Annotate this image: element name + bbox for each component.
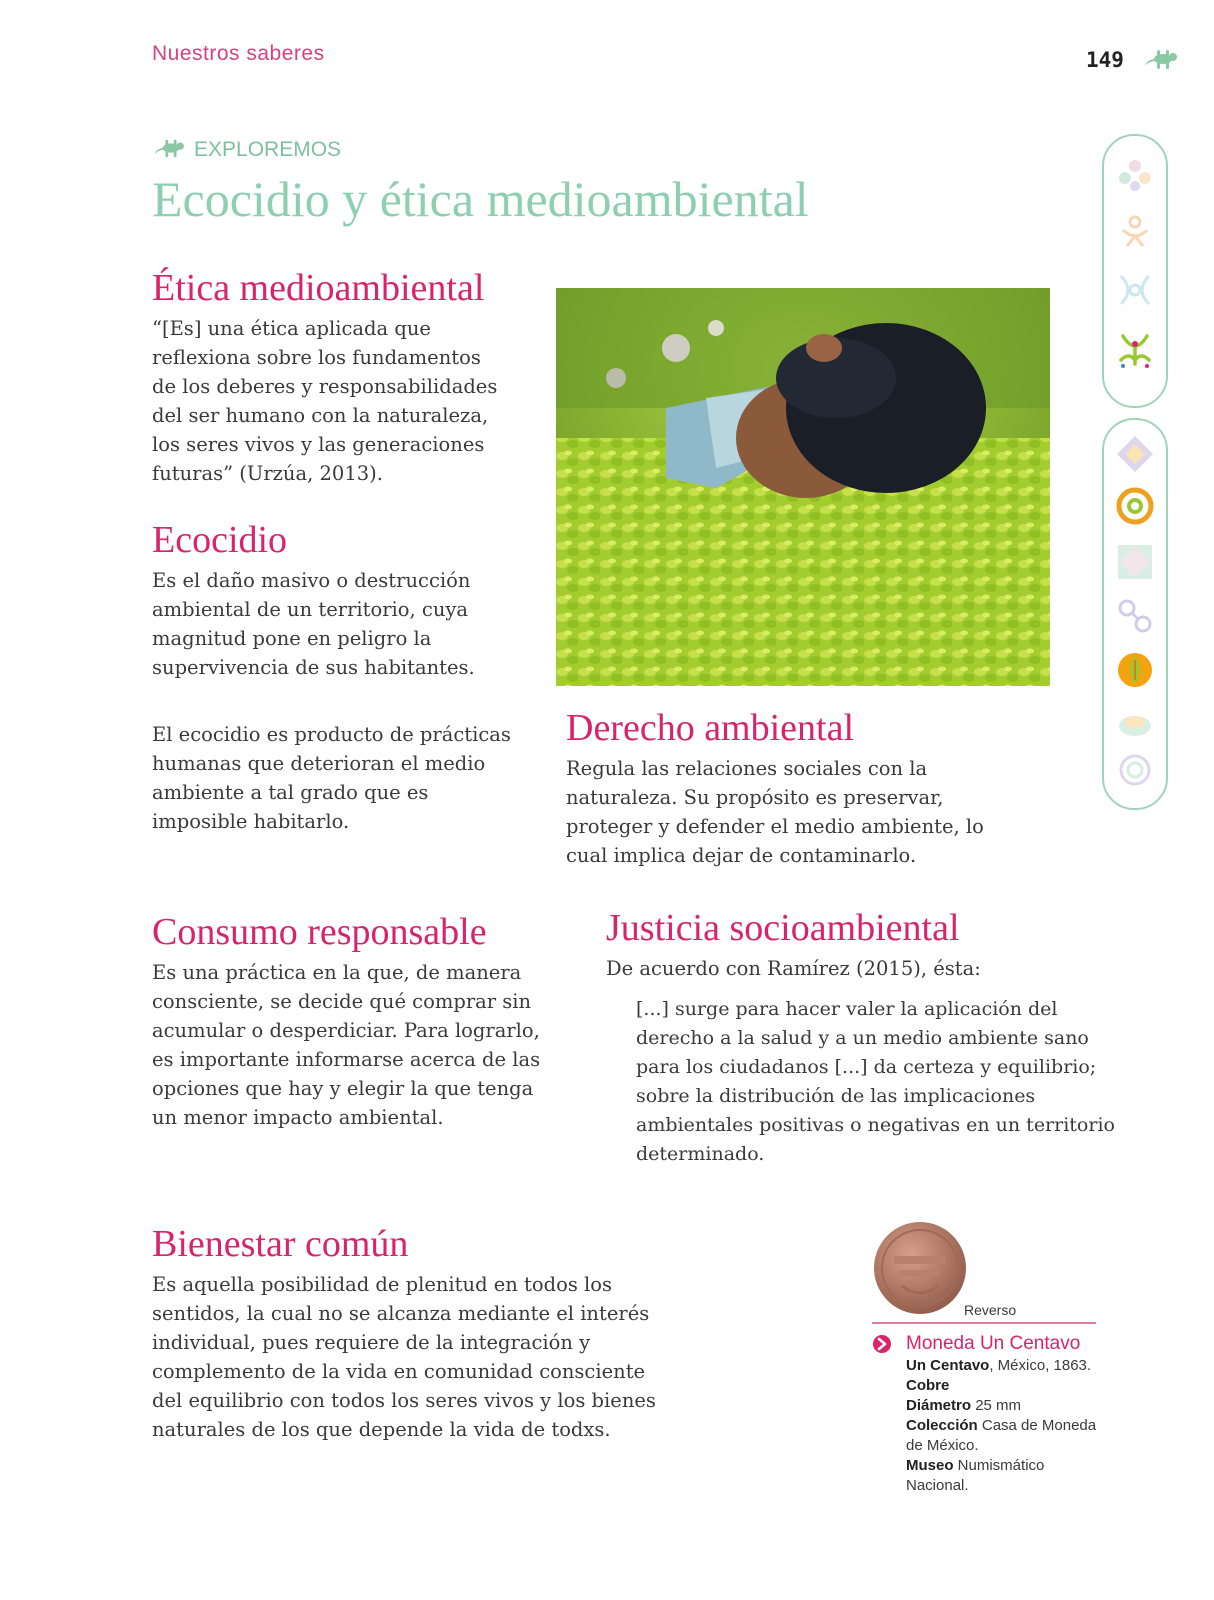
coin-caption-collection [906, 1416, 1126, 1436]
flower-icon[interactable] [1115, 156, 1155, 196]
seed-icon[interactable] [1115, 650, 1155, 690]
bienestar-heading: Bienestar común [152, 1223, 409, 1265]
justicia-block [606, 906, 1126, 1169]
coin-material: Cobre [906, 1377, 950, 1394]
coin-graphic [872, 1220, 968, 1316]
derecho-block [566, 706, 1036, 870]
consumo-line: es importante informarse acerca de las [152, 1048, 541, 1071]
coin-caption-line-1 [906, 1356, 1126, 1376]
consumo-line: acumular o desperdiciar. Para lograrlo, [152, 1019, 540, 1042]
coin-title: Moneda Un Centavo [906, 1333, 1081, 1354]
coin-name-bold: Un Centavo [906, 1357, 990, 1374]
coin-diam-value: 25 mm [971, 1397, 1022, 1414]
coin-caption-collection-2: de México. [906, 1437, 979, 1454]
coin-caption-museum-2: Nacional. [906, 1477, 969, 1494]
section-label [152, 136, 341, 162]
lizard-icon [1143, 46, 1183, 72]
dancer-icon[interactable] [1115, 212, 1155, 252]
page-title: Ecocidio y ética medioambiental [152, 171, 809, 227]
coin-side-label: Reverso [964, 1302, 1017, 1318]
diamond-icon[interactable] [1115, 434, 1155, 474]
etica-line: de los deberes y responsabilidades [152, 375, 498, 398]
coin-caption-diameter [906, 1396, 1126, 1416]
bienestar-line: sentidos, la cual no se alcanza mediante el interés [152, 1302, 650, 1325]
consumo-line: un menor impacto ambiental. [152, 1106, 444, 1129]
ecocidio-line: supervivencia de sus habitantes. [152, 656, 475, 679]
ecocidio-extra-line: El ecocidio es producto de prácticas [152, 723, 511, 746]
coin-origin: , México, 1863. [989, 1357, 1092, 1374]
ecocidio-extra-line: humanas que deterioran el medio [152, 752, 486, 775]
justicia-heading: Justicia socioambiental [606, 907, 960, 949]
ecocidio-line: Es el daño masivo o destrucción [152, 569, 471, 592]
turtle-icon[interactable] [1115, 704, 1155, 744]
coin-caption-museum [906, 1456, 1126, 1476]
figures-icon[interactable] [1115, 270, 1155, 310]
justicia-quote-line: determinado. [636, 1143, 765, 1165]
consumo-line: consciente, se decide qué comprar sin [152, 990, 532, 1013]
coin-museo-value: Numismático [953, 1457, 1045, 1474]
ecocidio-line: ambiental de un territorio, cuya [152, 598, 469, 621]
bienestar-line: del equilibrio con todos los seres vivos y los bienes [152, 1389, 656, 1412]
bienestar-line: naturales de los que depende la vida de todxs. [152, 1418, 611, 1441]
derecho-line: proteger y defender el medio ambiente, lo [566, 815, 984, 838]
page-number [1086, 46, 1183, 72]
section-label-text: EXPLOREMOS [194, 138, 342, 161]
etica-line: del ser humano con la naturaleza, [152, 404, 489, 427]
photo-boy-in-bushes [556, 288, 1050, 686]
ecocidio-block [152, 518, 532, 682]
star-box-icon[interactable] [1115, 542, 1155, 582]
derecho-heading: Derecho ambiental [566, 707, 855, 749]
bienestar-line: individual, pues requiere de la integración y [152, 1331, 591, 1354]
arrow-bullet-graphic [872, 1334, 892, 1354]
ecocidio-extra-line: imposible habitarlo. [152, 810, 350, 833]
spiral-icon[interactable] [1115, 486, 1155, 526]
consumo-line: Es una práctica en la que, de manera [152, 961, 522, 984]
person-sprout-icon[interactable] [1115, 330, 1155, 370]
etica-line: “[Es] una ética aplicada que [152, 317, 431, 340]
coin-col-value: Casa de Moneda [977, 1417, 1097, 1434]
coin-museo-label: Museo [906, 1457, 954, 1474]
photo-illustration [556, 288, 1050, 686]
justicia-quote-line: derecho a la salud y a un medio ambiente sano [636, 1027, 1089, 1049]
link-icon[interactable] [1115, 596, 1155, 636]
justicia-quote-line: sobre la distribución de las implicaciones [636, 1085, 1036, 1107]
side-tab-group-1[interactable] [1102, 134, 1168, 408]
etica-block [152, 266, 532, 488]
justicia-quote-line: ambientales positivas o negativas en un territorio [636, 1114, 1115, 1136]
ecocidio-line: magnitud pone en peligro la [152, 627, 432, 650]
etica-line: los seres vivos y las generaciones [152, 433, 485, 456]
lizard-icon [152, 136, 190, 160]
coin-caption [906, 1332, 1126, 1496]
justicia-quote-line: para los ciudadanos [...] da certeza y equilibrio; [636, 1056, 1097, 1078]
coin-col-label: Colección [906, 1417, 978, 1434]
justicia-quote-line: [...] surge para hacer valer la aplicación del [636, 998, 1058, 1020]
ecocidio-extra-line: ambiente a tal grado que es [152, 781, 429, 804]
derecho-line: cual implica dejar de contaminarlo. [566, 844, 917, 867]
ring-icon[interactable] [1115, 750, 1155, 790]
coin-caption-material [906, 1376, 1126, 1396]
ecocidio-heading: Ecocidio [152, 519, 288, 561]
consumo-heading: Consumo responsable [152, 911, 487, 953]
bienestar-block [152, 1222, 712, 1444]
side-tab-group-2[interactable] [1102, 418, 1168, 810]
justicia-quote [636, 995, 1126, 1169]
consumo-line: opciones que hay y elegir la que tenga [152, 1077, 534, 1100]
derecho-line: Regula las relaciones sociales con la [566, 757, 928, 780]
justicia-intro: De acuerdo con Ramírez (2015), ésta: [606, 957, 981, 980]
etica-line: reflexiona sobre los fundamentos [152, 346, 481, 369]
consumo-block [152, 910, 582, 1132]
coin-divider [872, 1322, 1096, 1324]
bienestar-line: Es aquella posibilidad de plenitud en todos los [152, 1273, 613, 1296]
etica-heading: Ética medioambiental [152, 267, 485, 309]
etica-line: futuras” (Urzúa, 2013). [152, 462, 383, 485]
ecocidio-extra-block [152, 720, 542, 836]
page-number-text: 149 [1086, 48, 1124, 72]
coin-diam-label: Diámetro [906, 1397, 972, 1414]
derecho-line: naturaleza. Su propósito es preservar, [566, 786, 944, 809]
coin-image [872, 1220, 968, 1316]
arrow-bullet-icon [872, 1334, 892, 1358]
bienestar-line: complemento de la vida en comunidad consciente [152, 1360, 646, 1383]
book-section-header: Nuestros saberes [152, 42, 325, 65]
